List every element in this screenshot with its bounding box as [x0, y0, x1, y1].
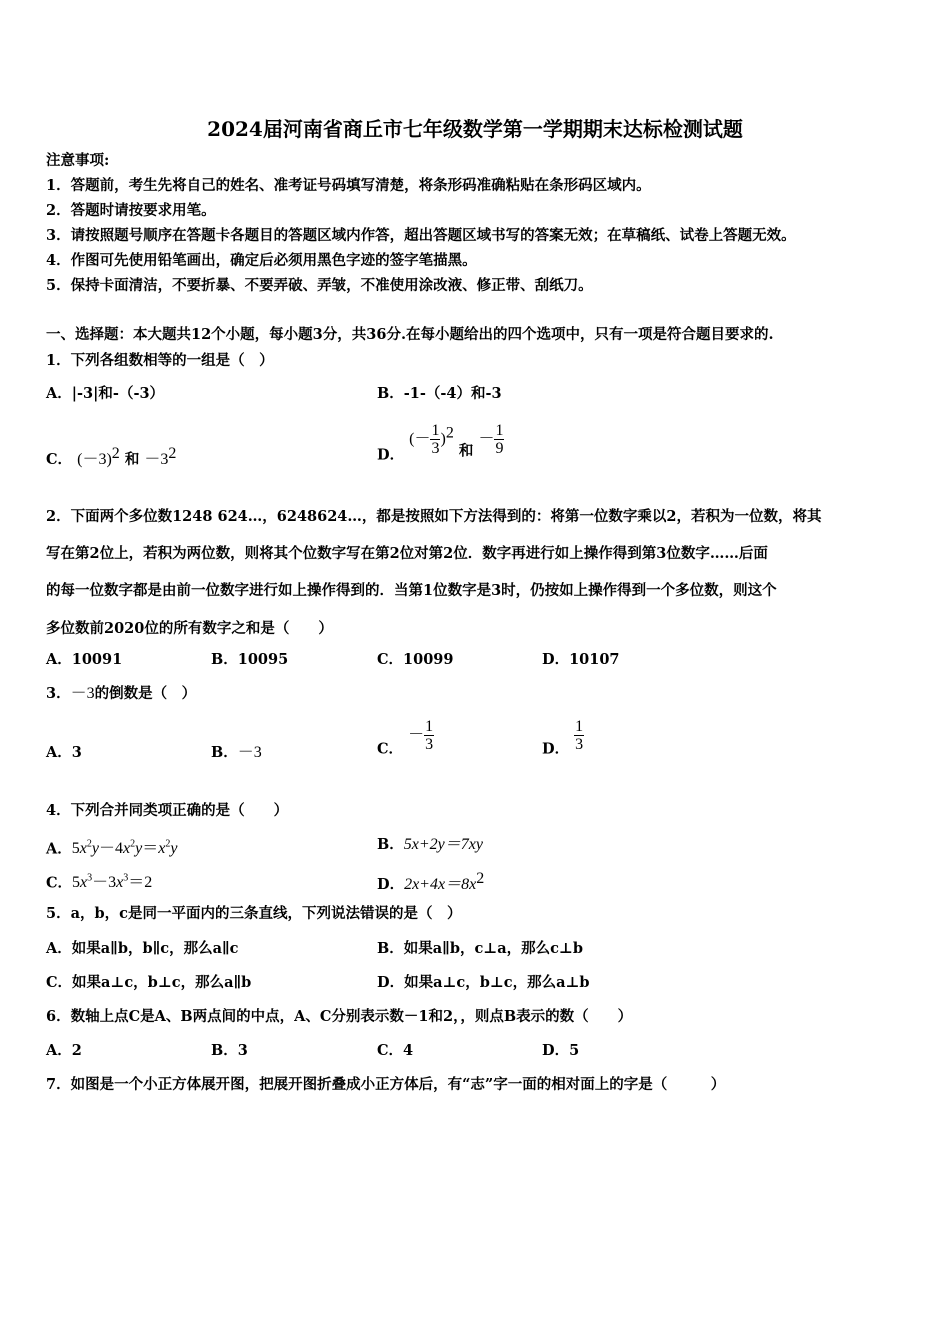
- q4-option-a: [46, 836, 177, 858]
- q6-option-b: B．3: [211, 1042, 248, 1059]
- q6-option-c: C．4: [377, 1042, 414, 1059]
- q5-option-a: A．如果a∥b，b∥c，那么a∥c: [46, 940, 239, 957]
- q3-option-b: [211, 744, 262, 762]
- notice-heading: 注意事项:: [46, 152, 110, 169]
- option-label: B．: [377, 385, 404, 402]
- q2-option-b: B．10095: [211, 651, 289, 668]
- numerator: 1: [431, 422, 440, 439]
- option-text: -1-（-4）和-3: [403, 385, 502, 402]
- math-expr: (－: [409, 430, 431, 448]
- q4-option-d: [377, 870, 484, 894]
- fraction: [574, 718, 584, 753]
- q5-option-d: D．如果a⊥c，b⊥c，那么a⊥b: [377, 974, 590, 991]
- option-label: D．: [377, 875, 405, 893]
- math-expr: $5x^2y-4x^2y=x^2y$: [71, 839, 178, 858]
- numerator: 1: [575, 718, 584, 735]
- notice-item: 2．答题时请按要求用笔。: [46, 202, 216, 219]
- question-5-stem: 5．a，b，c是同一平面内的三条直线，下列说法错误的是（ ）: [46, 905, 462, 922]
- question-4-stem: 4．下列合并同类项正确的是（ ）: [46, 802, 289, 819]
- option-label: C．: [377, 740, 404, 758]
- numerator: 1: [495, 422, 504, 439]
- q6-option-a: A．2: [46, 1042, 82, 1059]
- math-expr: $5x^3-3x^3=2$: [72, 873, 153, 892]
- math-expr: (－3): [77, 450, 112, 468]
- option-label: C．: [46, 874, 73, 892]
- exponent: 2: [476, 870, 485, 887]
- option-label: D．: [542, 740, 570, 758]
- conjunction: 和: [124, 450, 140, 468]
- q2-option-a: A．10091: [46, 651, 123, 668]
- exponent: 2: [445, 424, 454, 442]
- fraction: [430, 422, 440, 457]
- denominator: 3: [431, 440, 440, 457]
- math-expr: －: [408, 726, 425, 744]
- question-2-line: 写在第2位上，若积为两位数，则将其个位数字写在第2位对第2位．数字再进行如上操作得到第3位数字……后面: [46, 545, 768, 562]
- denominator: 3: [425, 736, 434, 753]
- q1-option-d: [377, 422, 504, 465]
- math-expr: －3: [144, 450, 169, 468]
- math-expr: 2x+4x＝8x: [404, 875, 477, 893]
- denominator: 9: [495, 440, 504, 457]
- q3-option-c: [377, 718, 434, 759]
- question-6-stem: 6．数轴上点C是A、B两点间的中点，A、C分别表示数－1和2，，则点B表示的数（ ）: [46, 1008, 633, 1025]
- option-label: C．: [46, 450, 73, 468]
- question-7-stem: 7．如图是一个小正方体展开图，把展开图折叠成小正方体后，有“志”字一面的相对面上的字是（ ）: [46, 1076, 726, 1093]
- question-1-stem: 1．下列各组数相等的一组是（ ）: [46, 352, 274, 369]
- conjunction: 和: [458, 442, 474, 460]
- numerator: 1: [425, 718, 434, 735]
- q2-option-d: D．10107: [542, 651, 620, 668]
- math-expr: －3: [237, 744, 262, 761]
- option-label: B．: [211, 744, 238, 761]
- q5-option-b: B．如果a∥b，c⊥a，那么c⊥b: [377, 940, 583, 957]
- exponent: 2: [111, 445, 120, 462]
- question-2-line: 的每一位数字都是由前一位数字进行如上操作得到的．当第1位数字是3时，仍按如上操作得到一个多位数，则这个: [46, 582, 777, 599]
- math-expr: －3: [70, 685, 95, 702]
- stem-text: 的倒数是（ ）: [94, 685, 197, 702]
- fraction: [424, 718, 434, 753]
- option-text: |-3|和-（-3）: [71, 385, 165, 402]
- notice-item: 4．作图可先使用铅笔画出，确定后必须用黑色字迹的签字笔描黑。: [46, 252, 477, 269]
- q1-option-a: [46, 385, 164, 403]
- q1-option-b: [377, 385, 502, 403]
- notice-item: 1．答题前，考生先将自己的姓名、准考证号码填写清楚，将条形码准确粘贴在条形码区域内。: [46, 177, 651, 194]
- option-label: A．: [46, 385, 72, 402]
- q1-option-c: [46, 445, 176, 469]
- page-title: 2024届河南省商丘市七年级数学第一学期期末达标检测试题: [207, 117, 743, 141]
- math-expr: －: [478, 430, 495, 448]
- math-expr: 5x+2y＝7xy: [403, 836, 483, 853]
- q4-option-c: [46, 870, 152, 892]
- q2-option-c: C．10099: [377, 651, 454, 668]
- q3-option-d: [542, 718, 584, 759]
- notice-item: 3．请按照题号顺序在答题卡各题目的答题区域内作答，超出答题区域书写的答案无效；在草稿纸、试卷上答题无效。: [46, 227, 796, 244]
- option-label: B．: [377, 836, 404, 853]
- q6-option-d: D．5: [542, 1042, 580, 1059]
- denominator: 3: [575, 736, 584, 753]
- question-2-line: 多位数前2020位的所有数字之和是（ ）: [46, 620, 333, 637]
- q3-option-a: A．3: [46, 744, 82, 761]
- option-label: D．: [377, 446, 405, 464]
- section-heading: 一、选择题：本大题共12个小题，每小题3分，共36分.在每小题给出的四个选项中，只有一项是符合题目要求的.: [46, 326, 774, 343]
- question-3-stem: [46, 685, 196, 703]
- notice-item: 5．保持卡面清洁，不要折暴、不要弄破、弄皱，不准使用涂改液、修正带、刮纸刀。: [46, 277, 593, 294]
- question-number: 3．: [46, 685, 71, 702]
- exponent: 2: [168, 445, 177, 462]
- q5-option-c: C．如果a⊥c，b⊥c，那么a∥b: [46, 974, 252, 991]
- q4-option-b: [377, 836, 483, 854]
- option-label: A．: [46, 840, 72, 858]
- fraction: [494, 422, 504, 457]
- question-2-line: 2．下面两个多位数1248 624…，6248624…，都是按照如下方法得到的：将第一位数字乘以2，若积为一位数，将其: [46, 508, 822, 525]
- math-expr: ): [440, 430, 446, 448]
